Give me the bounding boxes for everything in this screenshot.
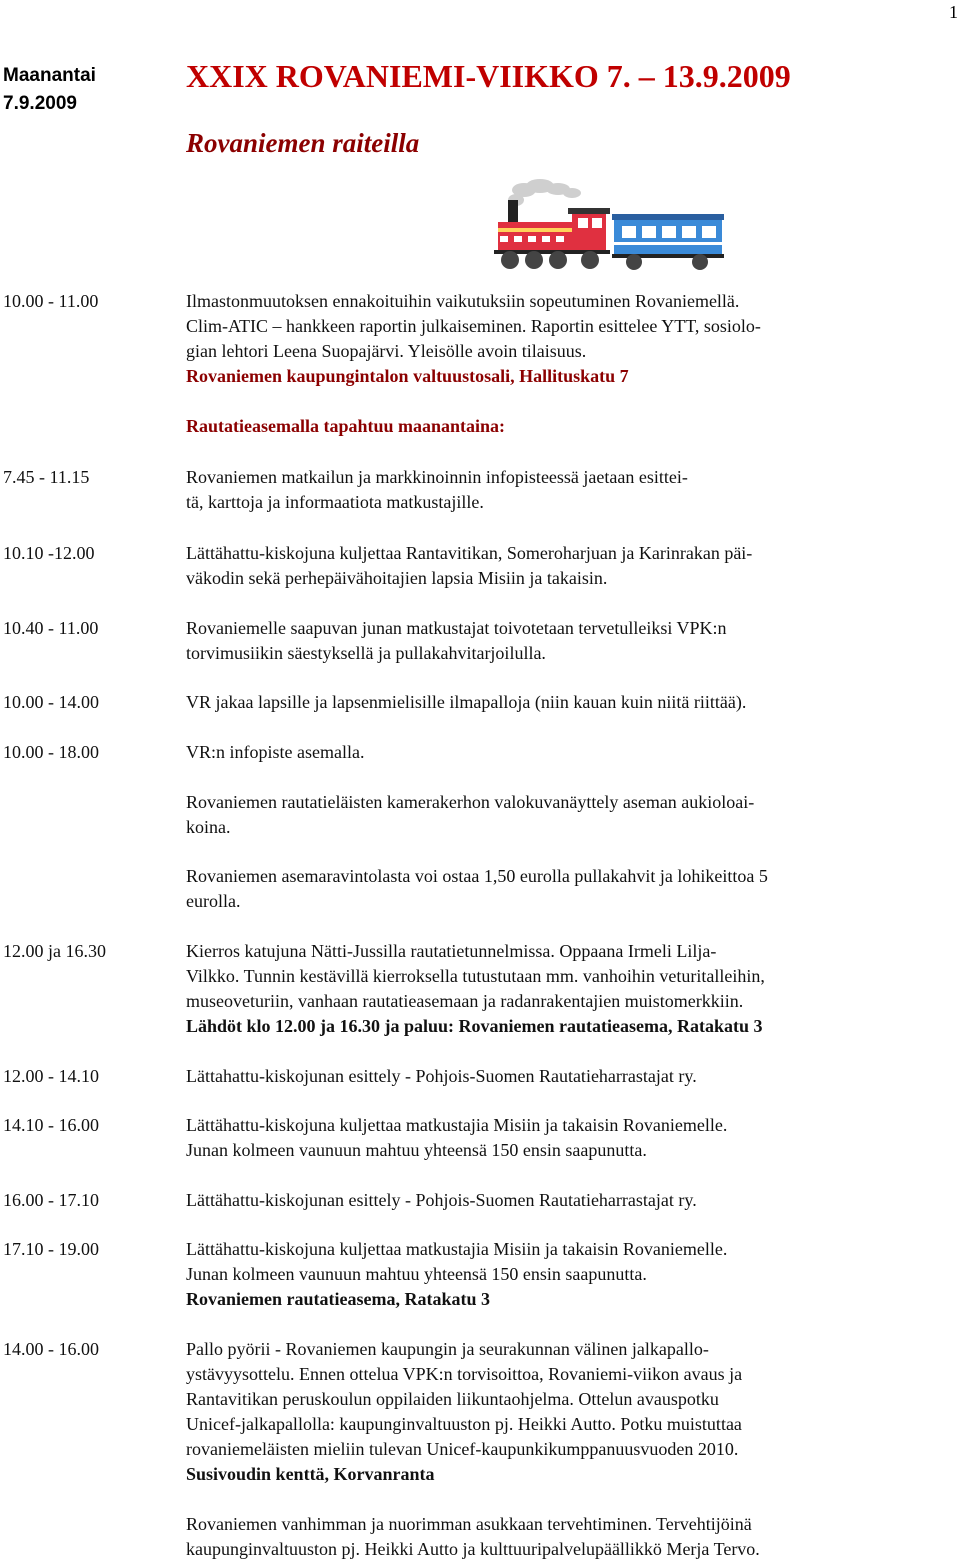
locomotive-icon — [494, 200, 610, 269]
event-location: Rovaniemen rautatieasema, Ratakatu 3 — [186, 1289, 490, 1309]
event-description: VR jakaa lapsille ja lapsenmielisille ilmapalloja (niin kauan kuin niitä riittää). — [186, 692, 747, 712]
page-title: XXIX ROVANIEMI-VIIKKO 7. – 13.9.2009 — [186, 58, 791, 94]
event-description: Rovaniemelle saapuvan junan matkustajat toivotetaan tervetulleiksi VPK:n torvimusiikin säestyksellä ja pullakahvitarjoilulla. — [186, 618, 727, 663]
train-illustration — [494, 178, 726, 274]
event-description: Pallo pyörii - Rovaniemen kaupungin ja seurakunnan välinen jalkapallo- ystävyysottelu. Ennen ottelua VPK:n torvisoittoa, Rovaniemi-viikon avaus ja Rantavitikan peruskoulun oppilaiden liikuntaohjelma. Ottelun avauspotku Unicef-jalkapallolla: kaupunginvaltuuston pj. Heikki Autto. Potku muistuttaa rovaniemeläisten mieliin tulevan Unicef-kaupunkikumppanuusvuoden 2010. Susivoudin kenttä, Korvanranta — [186, 1337, 906, 1487]
event-time: 10.00 - 14.00 — [3, 692, 99, 712]
event-description: Kierros katujuna Nätti-Jussilla rautatietunnelmissa. Oppaana Irmeli Lilja- Vilkko. Tunnin kestävillä kierroksella tutustutaan mm. vanhoihin veturitalleihin, museoveturiin, vanhaan rautatieasemaan ja radanrakentajien muistomerkkiin. Lähdöt klo 12.00 ja 16.30 ja paluu: Rovaniemen rautatieasema, Ratakatu 3 — [186, 939, 906, 1039]
event-location: Rovaniemen kaupungintalon valtuustosali, Hallituskatu 7 — [186, 366, 629, 386]
event-time: 7.45 - 11.15 — [3, 467, 90, 487]
event-location: Lähdöt klo 12.00 ja 16.30 ja paluu: Rovaniemen rautatieasema, Ratakatu 3 — [186, 1016, 763, 1036]
event-time: 10.00 - 18.00 — [3, 742, 99, 762]
event-location: Susivoudin kenttä, Korvanranta — [186, 1464, 435, 1484]
event-time: 12.00 ja 16.30 — [3, 941, 106, 961]
section-heading: Rautatieasemalla tapahtuu maanantaina: — [186, 416, 506, 436]
page-number: 1 — [949, 2, 958, 22]
event-time: 12.00 - 14.10 — [3, 1066, 99, 1086]
smoke-icon — [508, 179, 581, 206]
day-date: 7.9.2009 — [3, 93, 77, 114]
event-description: Rovaniemen asemaravintolasta voi ostaa 1,50 eurolla pullakahvit ja lohikeittoa 5 eurolla. — [186, 866, 768, 911]
day-heading — [3, 62, 96, 118]
event-description: Rovaniemen matkailun ja markkinoinnin infopisteessä jaetaan esittei- tä, karttoja ja informaatiota matkustajille. — [186, 467, 688, 512]
page-subtitle: Rovaniemen raiteilla — [186, 128, 420, 158]
event-description: Lättähattu-kiskojuna kuljettaa matkustajia Misiin ja takaisin Rovaniemelle. Junan kolmeen vaunuun mahtuu yhteensä 150 ensin saapunutta. — [186, 1115, 728, 1160]
event-time: 10.00 - 11.00 — [3, 291, 99, 311]
event-time: 17.10 - 19.00 — [3, 1239, 99, 1259]
wagon-icon — [612, 214, 724, 270]
event-time: 14.10 - 16.00 — [3, 1115, 99, 1135]
event-time: 14.00 - 16.00 — [3, 1339, 99, 1359]
event-description: Lättähattu-kiskojuna kuljettaa Rantavitikan, Someroharjuan ja Karinrakan päi- väkodin sekä perhepäivähoitajien lapsia Misiin ja takaisin. — [186, 543, 753, 588]
day-name: Maanantai — [3, 65, 96, 86]
event-description: Ilmastonmuutoksen ennakoituihin vaikutuksiin sopeutuminen Rovaniemellä. Clim-ATIC – hankkeen raportin julkaiseminen. Raportin esittelee YTT, sosiolo- gian lehtori Leena Suopajärvi. Yleisölle avoin tilaisuus. Rovaniemen kaupungintalon valtuustosali, Hallituskatu 7 — [186, 289, 906, 389]
event-time: 10.40 - 11.00 — [3, 618, 99, 638]
event-description: Lättahattu-kiskojunan esittely - Pohjois-Suomen Rautatieharrastajat ry. — [186, 1066, 697, 1086]
event-time: 16.00 - 17.10 — [3, 1190, 99, 1210]
event-description: Rovaniemen rautatieläisten kamerakerhon valokuvanäyttely aseman aukioloai- koina. — [186, 792, 755, 837]
event-time: 10.10 -12.00 — [3, 543, 95, 563]
event-description: VR:n infopiste asemalla. — [186, 742, 365, 762]
event-description: Lättähattu-kiskojuna kuljettaa matkustajia Misiin ja takaisin Rovaniemelle. Junan kolmeen vaunuun mahtuu yhteensä 150 ensin saapunutta. Rovaniemen rautatieasema, Ratakatu 3 — [186, 1237, 906, 1312]
event-description: Lättähattu-kiskojunan esittely - Pohjois-Suomen Rautatieharrastajat ry. — [186, 1190, 697, 1210]
event-description: Rovaniemen vanhimman ja nuorimman asukkaan tervehtiminen. Tervehtijöinä kaupunginvaltuuston pj. Heikki Autto ja kulttuuripalvelupäällikkö Merja Tervo. — [186, 1514, 760, 1559]
